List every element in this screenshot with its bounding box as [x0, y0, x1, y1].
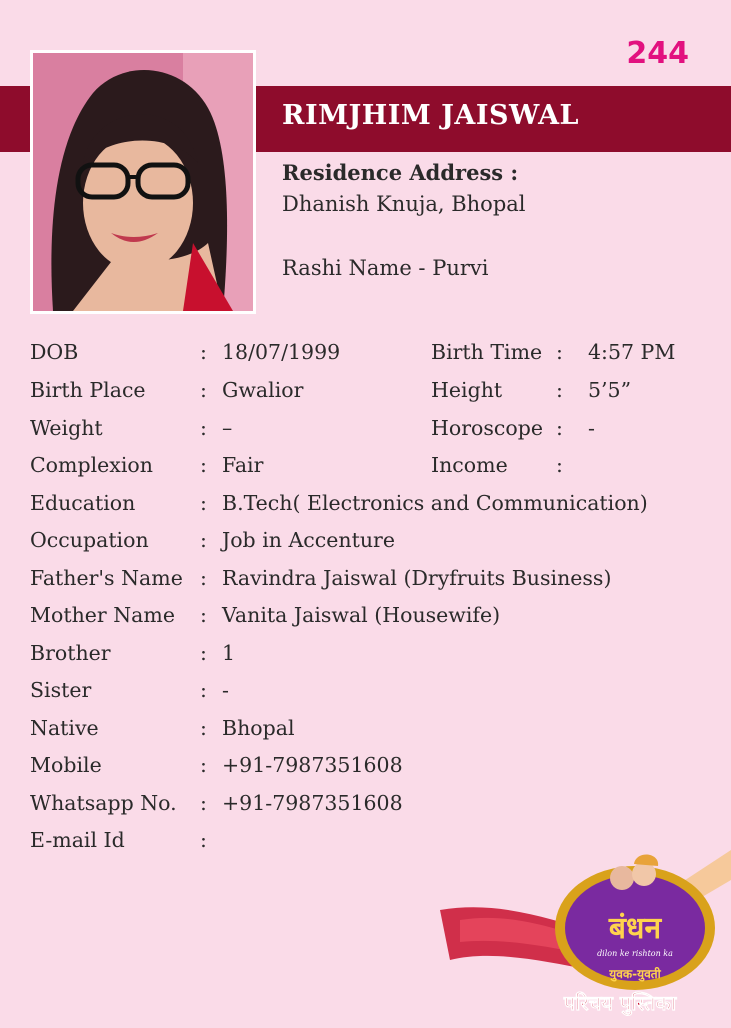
dob-label: DOB — [30, 340, 79, 364]
weight-value: – — [222, 416, 233, 440]
complexion-colon: : — [200, 453, 207, 477]
birth-place-label: Birth Place — [30, 378, 146, 402]
income-colon: : — [556, 453, 563, 477]
email-label: E-mail Id — [30, 828, 125, 852]
height-label: Height — [431, 378, 503, 402]
birth-place-value: Gwalior — [222, 378, 304, 402]
logo-bottom-text: परिचय पुस्तिका — [563, 991, 677, 1015]
mobile-label: Mobile — [30, 753, 102, 777]
dob-value: 18/07/1999 — [222, 340, 341, 364]
horoscope-value: - — [588, 416, 595, 440]
whatsapp-label: Whatsapp No. — [30, 791, 177, 815]
complexion-value: Fair — [222, 453, 264, 477]
bandhan-logo — [440, 850, 731, 1024]
email-colon: : — [200, 828, 207, 852]
row-education — [0, 491, 731, 521]
father-value: Ravindra Jaiswal (Dryfruits Business) — [222, 566, 612, 590]
income-label: Income — [431, 453, 508, 477]
row-weight — [0, 416, 731, 446]
native-value: Bhopal — [222, 716, 295, 740]
weight-label: Weight — [30, 416, 103, 440]
mother-label: Mother Name — [30, 603, 175, 627]
horoscope-colon: : — [556, 416, 563, 440]
father-label: Father's Name — [30, 566, 183, 590]
height-colon: : — [556, 378, 563, 402]
row-complexion — [0, 453, 731, 483]
mother-colon: : — [200, 603, 207, 627]
sister-value: - — [222, 678, 229, 702]
whatsapp-value: +91-7987351608 — [222, 791, 403, 815]
page-number: 244 — [626, 36, 689, 71]
row-mother — [0, 603, 731, 633]
weight-colon: : — [200, 416, 207, 440]
birth-time-value: 4:57 PM — [588, 340, 676, 364]
candidate-name: RIMJHIM JAISWAL — [282, 100, 580, 131]
logo-subtitle: युवक-युवती — [609, 967, 661, 981]
education-colon: : — [200, 491, 207, 515]
mobile-colon: : — [200, 753, 207, 777]
brother-label: Brother — [30, 641, 111, 665]
birth-place-colon: : — [200, 378, 207, 402]
profile-photo — [30, 50, 256, 314]
birth-time-label: Birth Time — [431, 340, 543, 364]
sister-label: Sister — [30, 678, 92, 702]
father-colon: : — [200, 566, 207, 590]
height-value: 5’5” — [588, 378, 632, 402]
logo-tagline: dilon ke rishton ka — [597, 949, 673, 958]
mobile-value: +91-7987351608 — [222, 753, 403, 777]
row-father — [0, 566, 731, 596]
complexion-label: Complexion — [30, 453, 153, 477]
row-dob — [0, 340, 731, 370]
row-whatsapp — [0, 791, 731, 821]
row-mobile — [0, 753, 731, 783]
dob-colon: : — [200, 340, 207, 364]
row-occupation — [0, 528, 731, 558]
birth-time-colon: : — [556, 340, 563, 364]
mother-value: Vanita Jaiswal (Housewife) — [222, 603, 501, 627]
occupation-value: Job in Accenture — [222, 528, 395, 552]
residence-value: Dhanish Knuja, Bhopal — [282, 192, 526, 216]
brother-value: 1 — [222, 641, 236, 665]
row-brother — [0, 641, 731, 671]
education-label: Education — [30, 491, 136, 515]
sister-colon: : — [200, 678, 207, 702]
rashi-name: Rashi Name - Purvi — [282, 256, 489, 280]
horoscope-label: Horoscope — [431, 416, 543, 440]
occupation-colon: : — [200, 528, 207, 552]
row-native — [0, 716, 731, 746]
native-colon: : — [200, 716, 207, 740]
whatsapp-colon: : — [200, 791, 207, 815]
education-value: B.Tech( Electronics and Communication) — [222, 491, 648, 515]
occupation-label: Occupation — [30, 528, 149, 552]
residence-label: Residence Address : — [282, 160, 519, 185]
brother-colon: : — [200, 641, 207, 665]
row-birth-place — [0, 378, 731, 408]
logo-title: बंधन — [608, 911, 662, 946]
native-label: Native — [30, 716, 99, 740]
row-sister — [0, 678, 731, 708]
